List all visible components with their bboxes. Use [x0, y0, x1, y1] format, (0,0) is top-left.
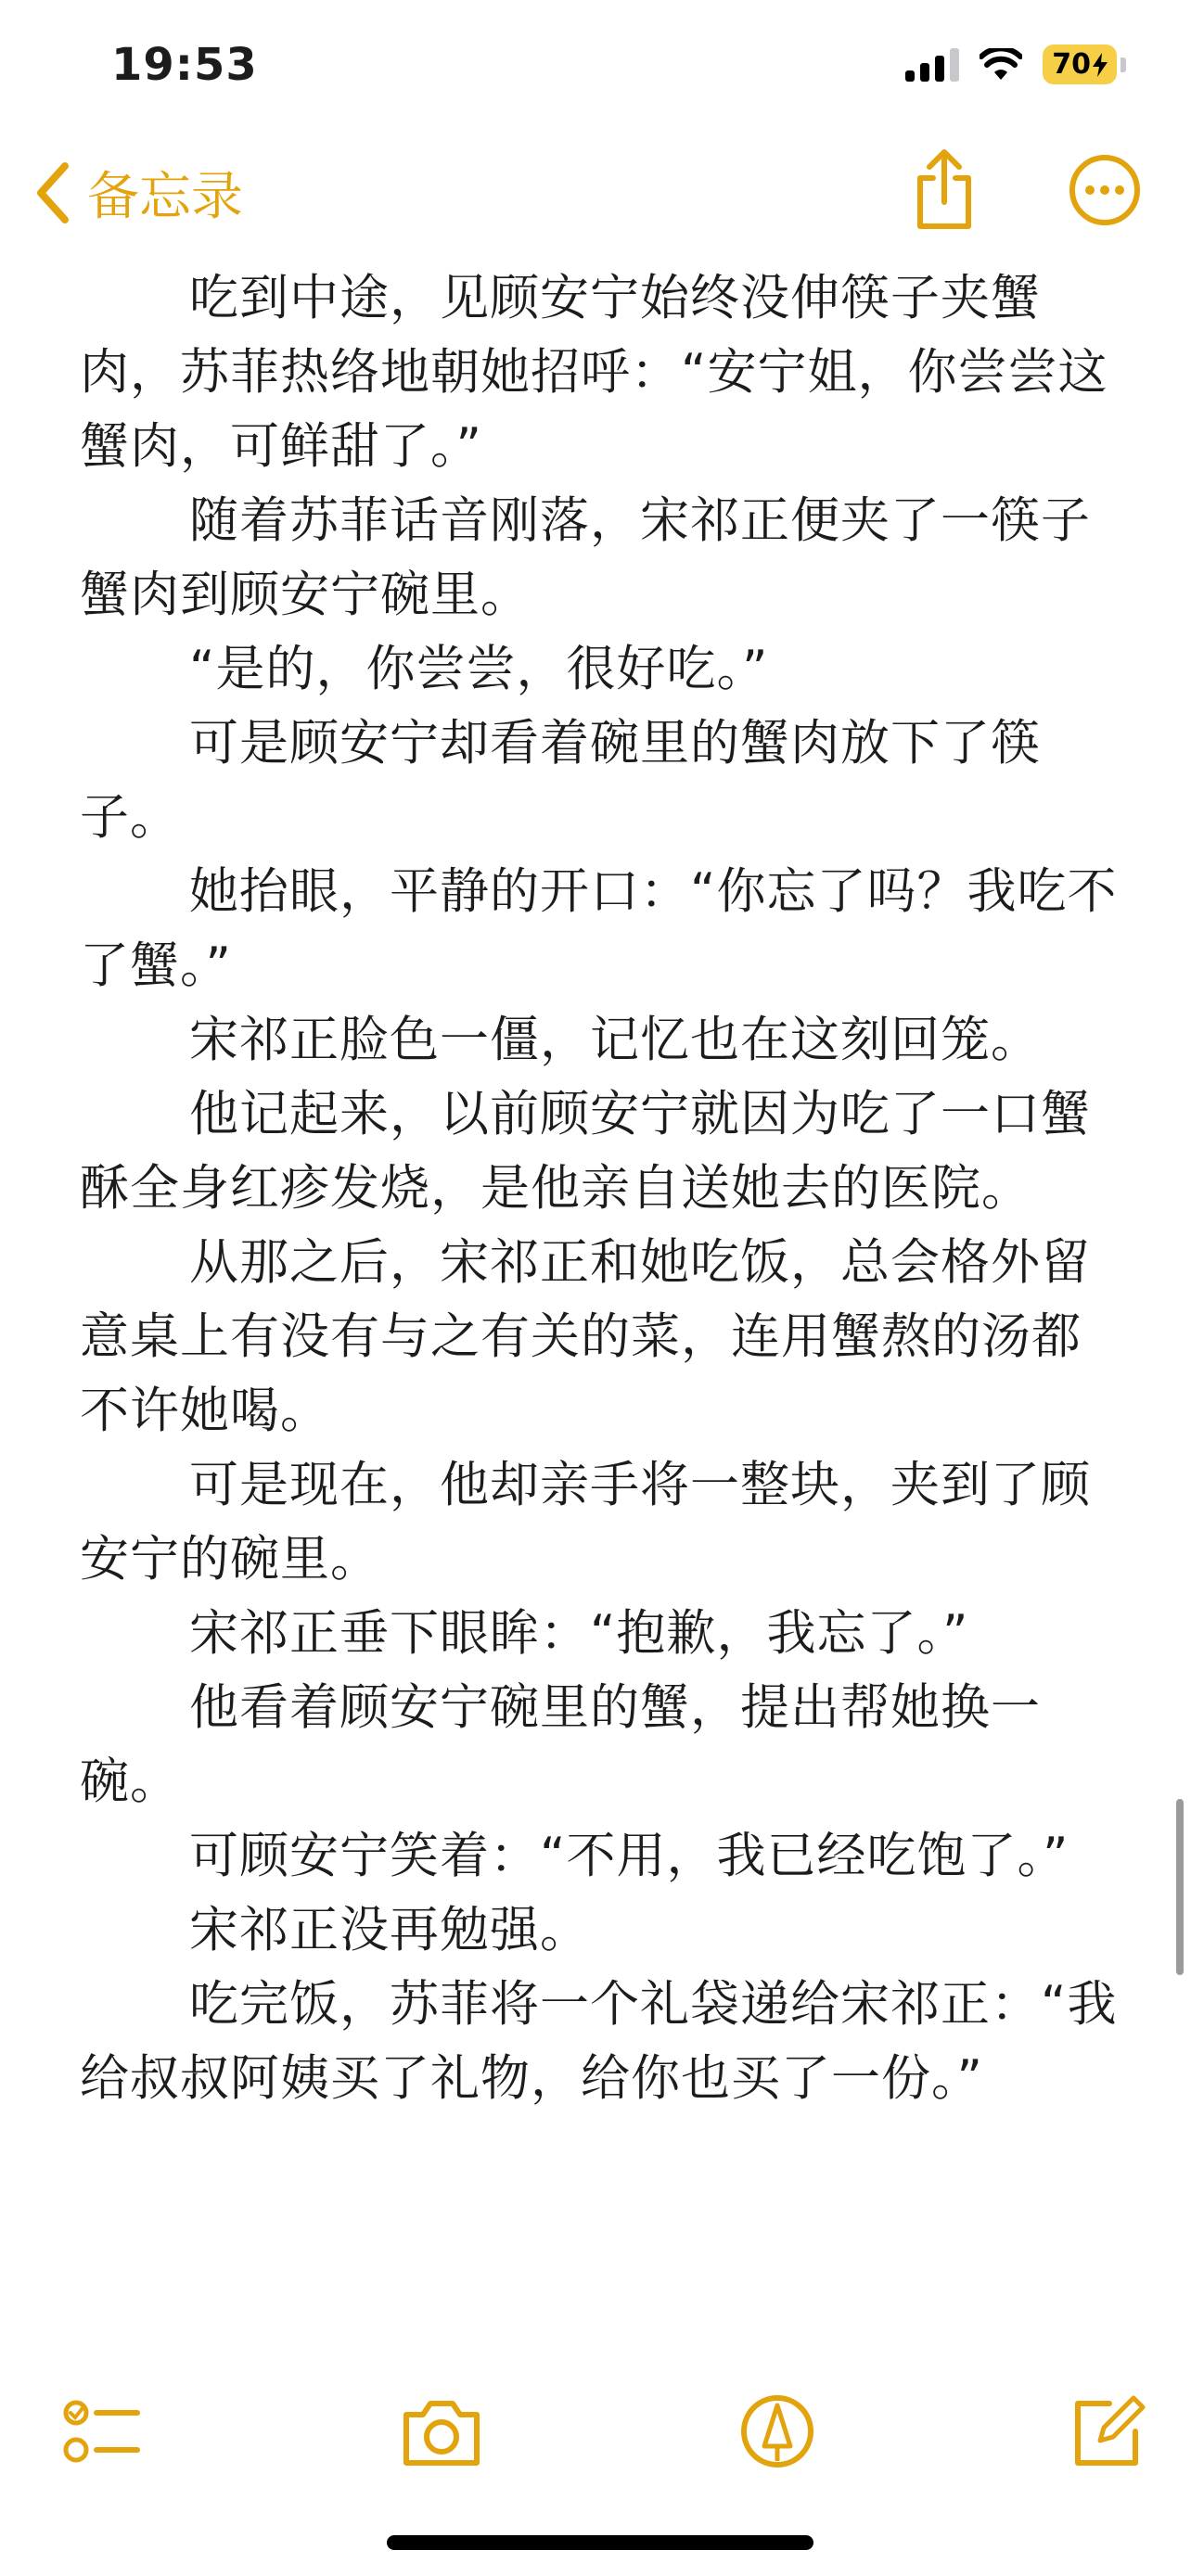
wifi-icon: [980, 48, 1022, 82]
share-icon[interactable]: [911, 148, 978, 232]
cellular-signal-icon: [905, 48, 959, 82]
compose-icon[interactable]: [1069, 2392, 1146, 2470]
status-icons: [905, 45, 1126, 84]
note-paragraph: 宋祁正脸色一僵，记忆也在这刻回笼。: [189, 1012, 1041, 1068]
note-paragraph: 宋祁正没再勉强。: [189, 1902, 590, 1958]
note-paragraph: 她抬眼，平静的开口：“你忘了吗？我吃不了蟹。”: [80, 863, 1118, 994]
status-bar: [0, 0, 1191, 139]
battery-tip: [1121, 57, 1126, 72]
note-paragraph: 他看着顾安宁碗里的蟹，提出帮她换一碗。: [80, 1679, 1041, 1810]
note-paragraph: “是的，你尝尝，很好吃。”: [189, 641, 769, 697]
bolt-icon: [1093, 53, 1108, 77]
nav-bar: [0, 139, 1191, 250]
back-button[interactable]: [33, 156, 243, 230]
note-paragraph: 吃完饭，苏菲将一个礼袋递给宋祁正：“我给叔叔阿姨买了礼物，给你也买了一份。”: [80, 1976, 1118, 2107]
note-paragraph: 他记起来，以前顾安宁就因为吃了一口蟹酥全身红疹发烧，是他亲自送她去的医院。: [80, 1086, 1091, 1217]
scrollbar[interactable]: [1176, 1799, 1184, 1975]
battery-level: 70: [1052, 48, 1091, 81]
note-paragraph: 可顾安宁笑着：“不用，我已经吃饱了。”: [189, 1828, 1069, 1884]
chevron-left-icon: [33, 160, 70, 225]
battery-charging-icon: [1043, 45, 1117, 84]
home-indicator[interactable]: [387, 2535, 813, 2550]
more-icon[interactable]: [1067, 148, 1143, 232]
note-paragraph: 吃到中途，见顾安宁始终没伸筷子夹蟹肉，苏菲热络地朝她招呼：“安宁姐，你尝尝这蟹肉，可鲜甜了。”: [80, 270, 1108, 475]
note-body[interactable]: [80, 261, 1128, 2116]
note-paragraph: 宋祁正垂下眼眸：“抱歉，我忘了。”: [189, 1605, 969, 1662]
bottom-toolbar: [0, 2383, 1191, 2485]
note-paragraph: 可是顾安宁却看着碗里的蟹肉放下了筷子。: [80, 715, 1041, 846]
checklist-icon[interactable]: [63, 2392, 141, 2470]
markup-pen-icon[interactable]: [738, 2392, 816, 2470]
status-time: 19:53: [111, 39, 258, 91]
back-label: 备忘录: [87, 167, 243, 227]
note-paragraph: 可是现在，他却亲手将一整块，夹到了顾安宁的碗里。: [80, 1457, 1091, 1588]
camera-icon[interactable]: [399, 2392, 484, 2470]
note-paragraph: 从那之后，宋祁正和她吃饭，总会格外留意桌上有没有与之有关的菜，连用蟹熬的汤都不许她喝。: [80, 1234, 1091, 1439]
note-paragraph: 随着苏菲话音刚落，宋祁正便夹了一筷子蟹肉到顾安宁碗里。: [80, 492, 1091, 623]
